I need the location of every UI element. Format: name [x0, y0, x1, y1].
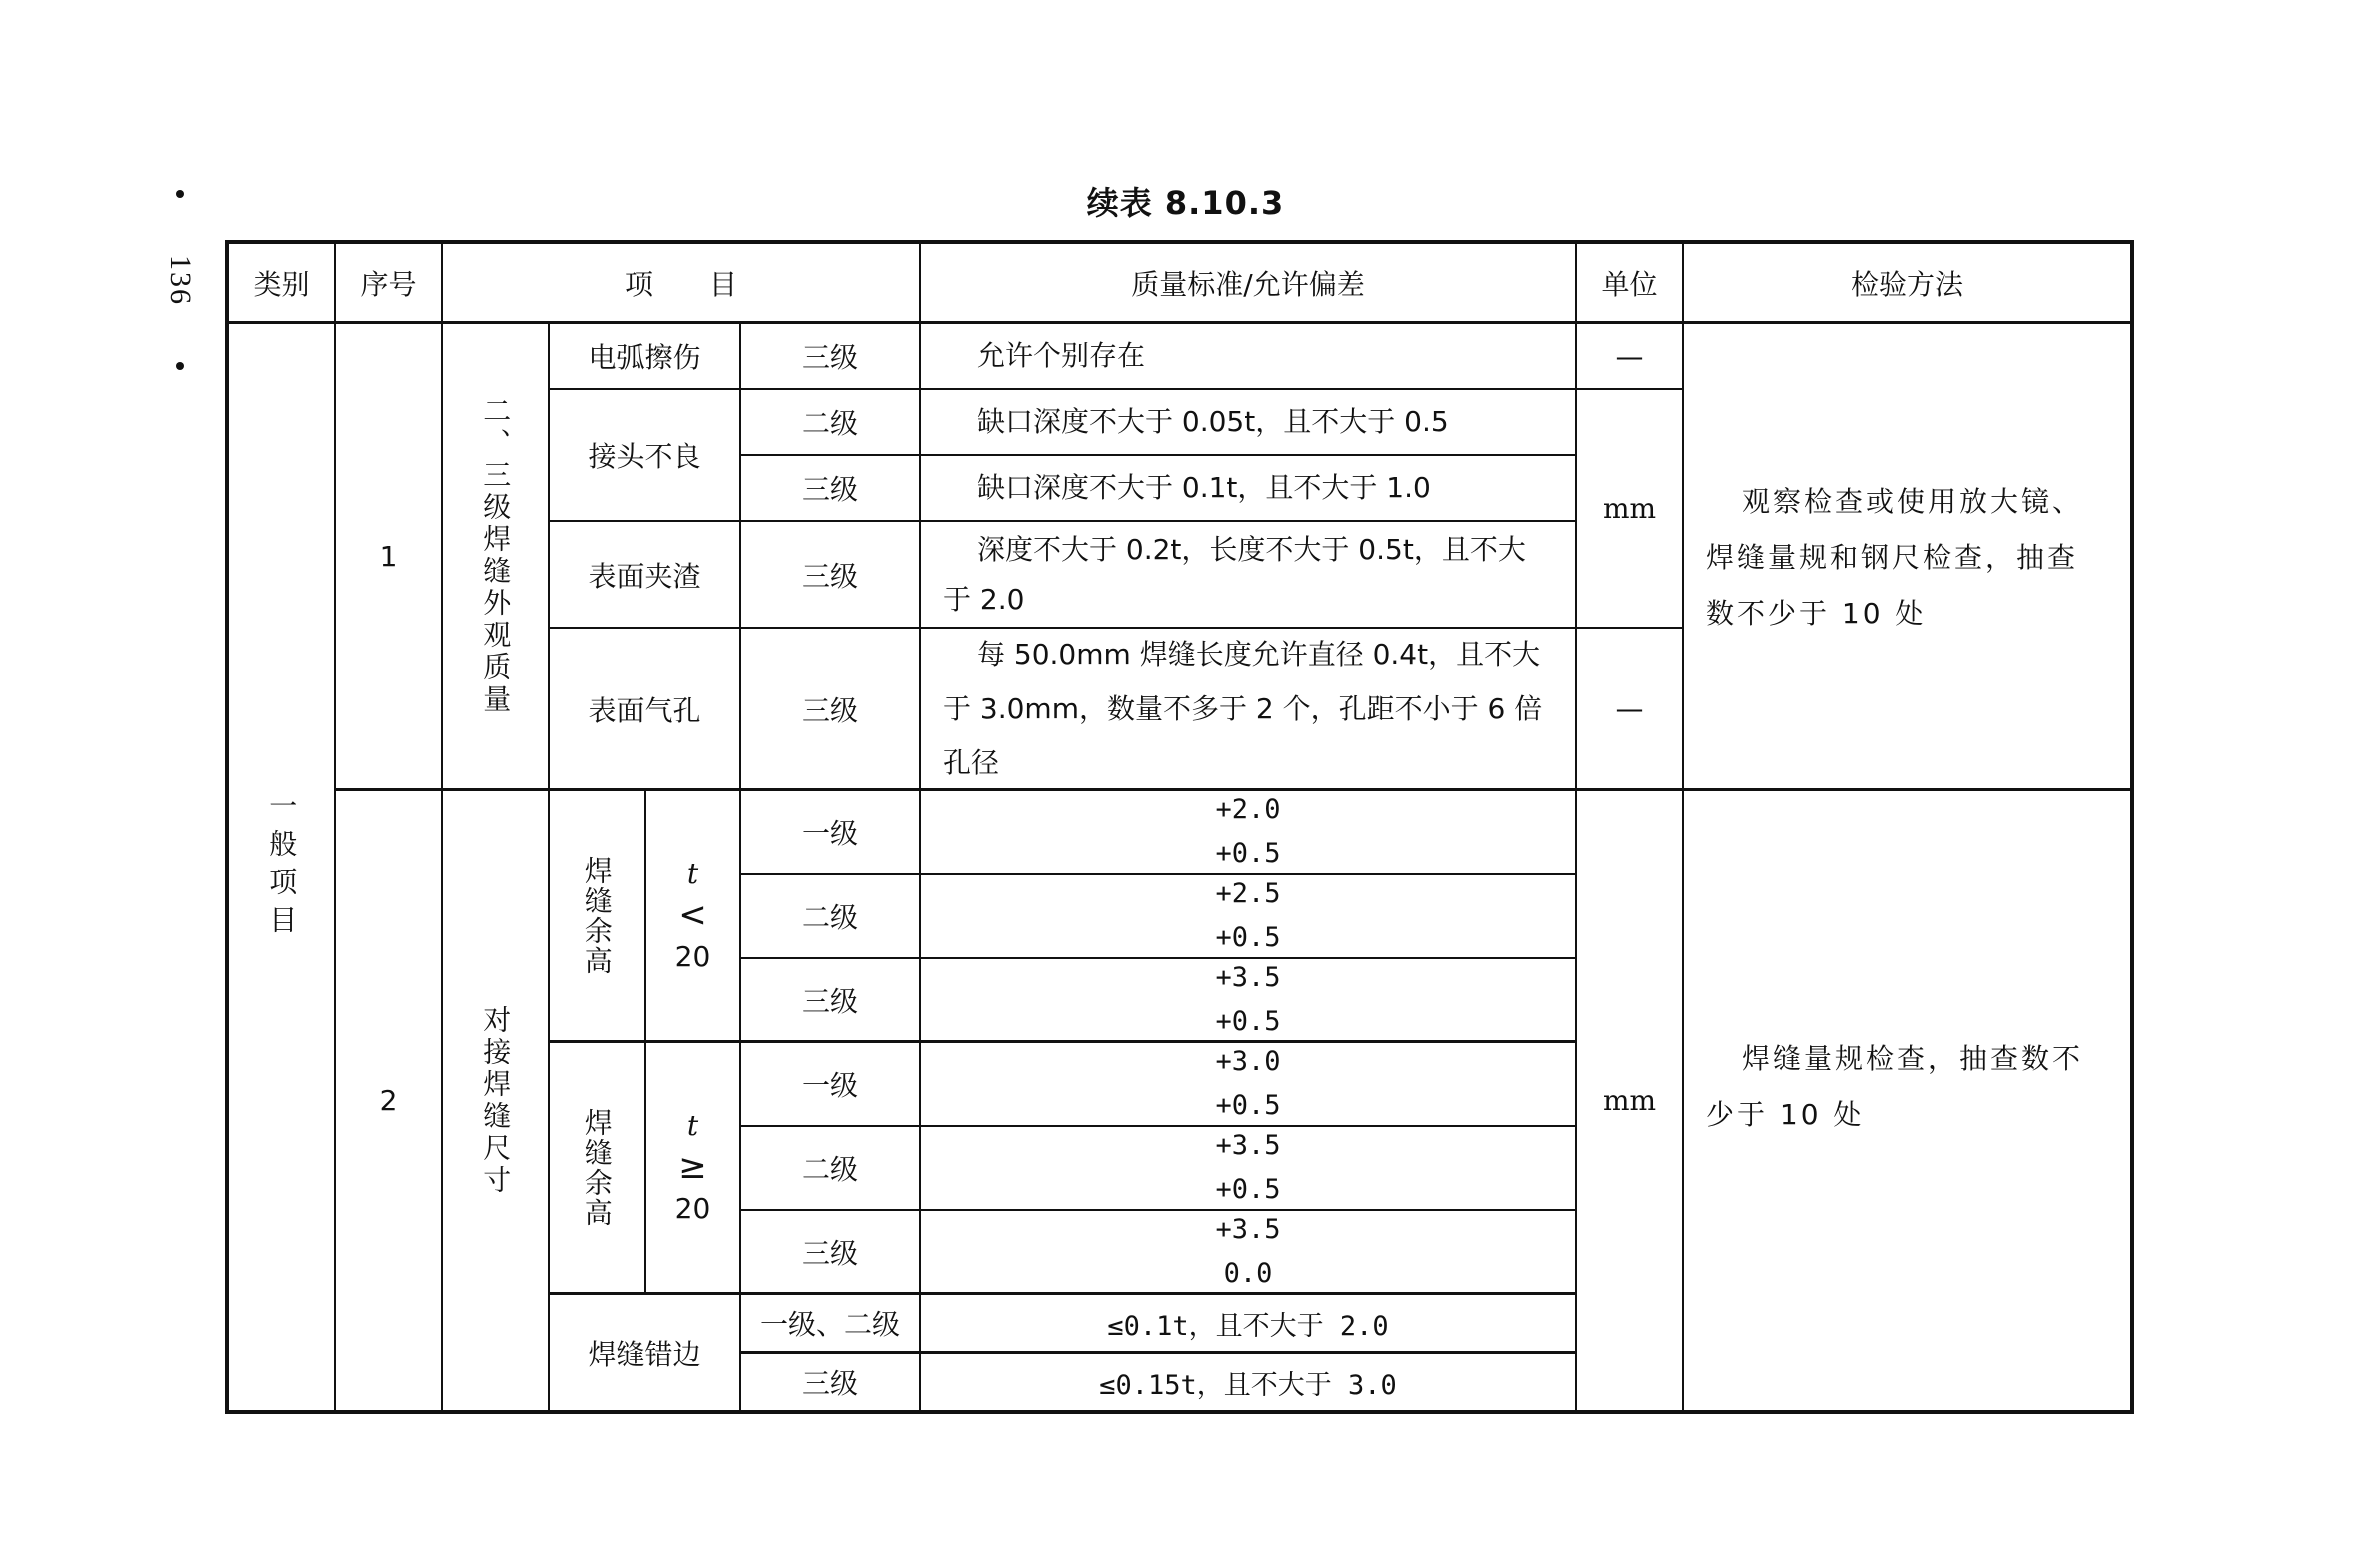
tolerance-cell: +3.5 +0.5: [921, 959, 1577, 1043]
grade-cell: 三级: [741, 522, 921, 629]
header-category: 类别: [229, 244, 336, 324]
tolerance-cell: +2.5 +0.5: [921, 875, 1577, 959]
tolerance-cell: +2.0 +0.5: [921, 791, 1577, 875]
unit-cell: —: [1577, 629, 1684, 791]
category-general-items: 一般项目: [229, 324, 336, 1410]
table-title: 续表 8.10.3: [1086, 184, 1285, 222]
item-misalignment: 焊缝错边: [550, 1295, 741, 1410]
condition-t-lt-20: t < 20: [646, 791, 741, 1043]
condition-t-ge-20: t ≥ 20: [646, 1043, 741, 1295]
standard-cell: 深度不大于 0.2t，长度不大于 0.5t，且不大于 2.0: [921, 522, 1577, 629]
item-arc-strike: 电弧擦伤: [550, 324, 741, 390]
grade-cell: 二级: [741, 875, 921, 959]
standard-cell: 缺口深度不大于 0.05t，且不大于 0.5: [921, 390, 1577, 456]
header-method: 检验方法: [1684, 244, 2130, 324]
grade-cell: 一级: [741, 1043, 921, 1127]
inspection-method-1: 观察检查或使用放大镜、焊缝量规和钢尺检查，抽查数不少于 10 处: [1684, 324, 2130, 791]
unit-cell: mm: [1577, 390, 1684, 629]
reinforcement-label-lt20: 焊缝余高: [550, 791, 646, 1043]
grade-cell: 三级: [741, 1354, 921, 1410]
header-standard: 质量标准/允许偏差: [921, 244, 1577, 324]
header-unit: 单位: [1577, 244, 1684, 324]
section1-group: 二、三级焊缝外观质量: [443, 324, 550, 791]
grade-cell: 一级、二级: [741, 1295, 921, 1354]
grade-cell: 三级: [741, 959, 921, 1043]
tolerance-cell: +3.5 +0.5: [921, 1127, 1577, 1211]
inspection-method-2: 焊缝量规检查，抽查数不少于 10 处: [1706, 1042, 2084, 1131]
standard-cell: 每 50.0mm 焊缝长度允许直径 0.4t，且不大于 3.0mm，数量不多于 2 个，孔距不小于 6 倍孔径: [921, 629, 1577, 791]
page-number-text: 136: [164, 254, 197, 306]
header-item: 项 目: [443, 244, 921, 324]
unit-cell: —: [1577, 324, 1684, 390]
section1-seq: 1: [336, 324, 443, 791]
header-seq: 序号: [336, 244, 443, 324]
section2-group: 对接焊缝尺寸: [443, 791, 550, 1410]
quality-table: [225, 240, 2134, 1414]
section2-seq: 2: [336, 791, 443, 1410]
standard-cell: ≤0.1t，且不大于 2.0: [921, 1295, 1577, 1354]
grade-cell: 二级: [741, 1127, 921, 1211]
bullet-icon: [176, 362, 184, 370]
item-surface-slag: 表面夹渣: [550, 522, 741, 629]
grade-cell: 三级: [741, 456, 921, 522]
standard-cell: ≤0.15t，且不大于 3.0: [921, 1354, 1577, 1410]
grade-cell: 三级: [741, 324, 921, 390]
tolerance-cell: +3.0 +0.5: [921, 1043, 1577, 1127]
item-poor-joint: 接头不良: [550, 390, 741, 522]
standard-cell: 允许个别存在: [921, 324, 1577, 390]
grade-cell: 二级: [741, 390, 921, 456]
grade-cell: 三级: [741, 629, 921, 791]
grade-cell: 一级: [741, 791, 921, 875]
unit-cell: mm: [1577, 791, 1684, 1410]
standard-cell: 缺口深度不大于 0.1t，且不大于 1.0: [921, 456, 1577, 522]
tolerance-cell: +3.5 0.0: [921, 1211, 1577, 1295]
item-surface-porosity: 表面气孔: [550, 629, 741, 791]
grade-cell: 三级: [741, 1211, 921, 1295]
reinforcement-label-ge20: 焊缝余高: [550, 1043, 646, 1295]
